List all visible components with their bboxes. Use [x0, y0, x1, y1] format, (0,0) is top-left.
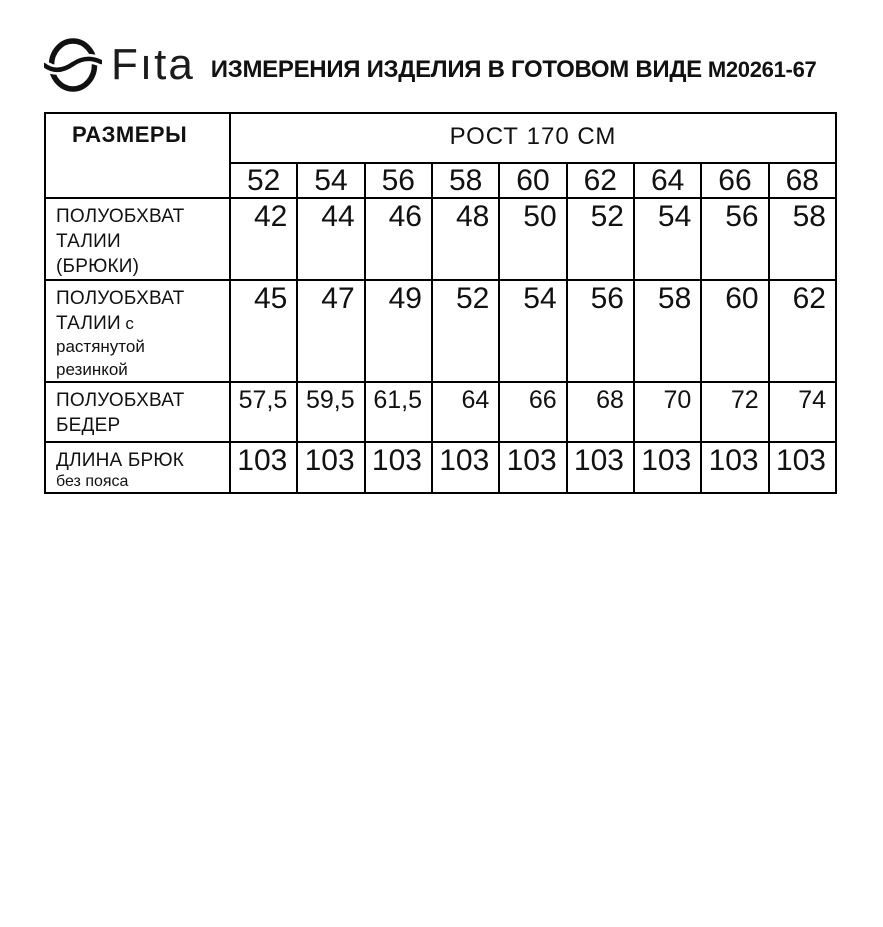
measurement-value-cell: 72	[701, 382, 768, 442]
measurement-value-cell: 103	[634, 442, 701, 492]
measurement-label-subtext: без пояса	[56, 473, 129, 491]
measurement-value-cell: 103	[230, 442, 297, 492]
height-group-header: РОСТ 170 СМ	[230, 113, 836, 163]
measurement-row-waist-elastic	[45, 280, 836, 382]
measurement-label	[45, 280, 230, 382]
measurement-value-cell: 49	[365, 280, 432, 382]
size-column-header: 52	[230, 163, 297, 198]
measurement-value-cell: 52	[432, 280, 499, 382]
measurement-value-cell: 103	[432, 442, 499, 492]
measurement-value-cell: 50	[499, 198, 566, 280]
size-column-header: 64	[634, 163, 701, 198]
size-column-header: 60	[499, 163, 566, 198]
measurement-row-waist	[45, 198, 836, 280]
measurement-value-cell: 103	[297, 442, 364, 492]
measurement-value-cell: 46	[365, 198, 432, 280]
measurement-value-cell: 68	[567, 382, 634, 442]
page-header	[0, 0, 883, 96]
size-column-header: 68	[769, 163, 836, 198]
page-title: ИЗМЕРЕНИЯ ИЗДЕЛИЯ В ГОТОВОМ ВИДЕ	[210, 56, 702, 83]
measurement-label	[45, 382, 230, 442]
size-column-header: 56	[365, 163, 432, 198]
measurement-value-cell: 59,5	[297, 382, 364, 442]
measurement-value-cell: 60	[701, 280, 768, 382]
measurement-value-cell: 103	[499, 442, 566, 492]
measurement-label-subtext: с растянутой резинкой	[56, 314, 145, 379]
brand-name: Fıta	[111, 40, 195, 89]
model-number: М20261-67	[707, 57, 817, 82]
measurement-value-cell: 61,5	[365, 382, 432, 442]
size-column-header: 66	[701, 163, 768, 198]
measurement-label-text: ПОЛУОБХВАТ БЕДЕР	[56, 390, 185, 437]
sizes-corner-header: РАЗМЕРЫ	[45, 113, 230, 198]
size-column-header: 54	[297, 163, 364, 198]
fita-circle-wave-icon	[44, 34, 102, 96]
size-chart-table	[44, 112, 837, 494]
measurement-value-cell: 42	[230, 198, 297, 280]
measurement-value-cell: 66	[499, 382, 566, 442]
measurement-value-cell: 47	[297, 280, 364, 382]
measurement-label-text: ПОЛУОБХВАТ ТАЛИИ (БРЮКИ)	[56, 206, 185, 278]
brand-logo	[44, 34, 195, 96]
measurement-row-hips	[45, 382, 836, 442]
measurement-value-cell: 62	[769, 280, 836, 382]
measurement-value-cell: 52	[567, 198, 634, 280]
measurement-label	[45, 442, 230, 492]
measurement-value-cell: 103	[701, 442, 768, 492]
measurement-value-cell: 58	[769, 198, 836, 280]
document-title-wrap	[211, 58, 817, 82]
measurement-value-cell: 54	[499, 280, 566, 382]
measurement-label	[45, 198, 230, 280]
group-header-row	[45, 113, 836, 163]
measurement-value-cell: 56	[701, 198, 768, 280]
measurement-row-length	[45, 442, 836, 492]
measurement-value-cell: 48	[432, 198, 499, 280]
measurement-value-cell: 103	[567, 442, 634, 492]
measurement-value-cell: 44	[297, 198, 364, 280]
measurement-label-text: ДЛИНА БРЮК	[56, 450, 185, 472]
measurement-value-cell: 74	[769, 382, 836, 442]
size-column-header: 58	[432, 163, 499, 198]
measurement-value-cell: 103	[769, 442, 836, 492]
measurement-value-cell: 70	[634, 382, 701, 442]
measurement-value-cell: 56	[567, 280, 634, 382]
measurement-label-text: ПОЛУОБХВАТ ТАЛИИ	[56, 288, 185, 335]
measurement-value-cell: 45	[230, 280, 297, 382]
measurement-value-cell: 64	[432, 382, 499, 442]
measurement-value-cell: 103	[365, 442, 432, 492]
measurement-value-cell: 54	[634, 198, 701, 280]
size-column-header: 62	[567, 163, 634, 198]
measurement-value-cell: 57,5	[230, 382, 297, 442]
measurement-value-cell: 58	[634, 280, 701, 382]
